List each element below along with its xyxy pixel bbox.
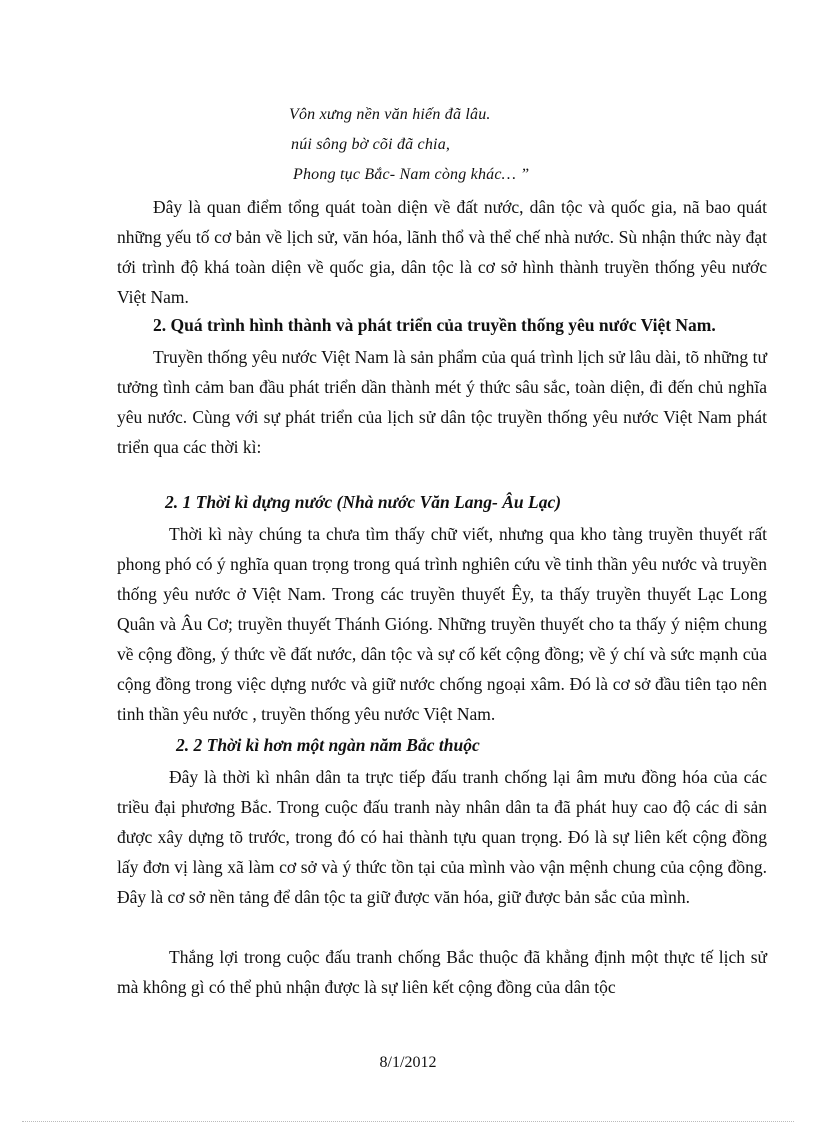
subsection-heading-2-1: 2. 1 Thời kì dựng nước (Nhà nước Văn Lang- Âu Lạc) [165,492,562,512]
paragraph-1: Đây là quan điểm tổng quát toàn diện về đất nước, dân tộc và quốc gia, nã bao quát những yếu tố cơ bản về lịch sử, văn hóa, lãnh thổ và thể chế nhà nước. Sù nhận thức này đạt tới trình độ khá toàn diện về quốc gia, dân tộc là cơ sở hình thành truyền thống yêu nước Việt Nam. [117,197,767,307]
paragraph-5: Thắng lợi trong cuộc đấu tranh chống Bắc thuộc đã khẳng định một thực tế lịch sử mà không gì có thể phủ nhận được là sự liên kết cộng đồng của dân tộc [117,947,767,997]
subsection-heading-2-2: 2. 2 Thời kì hơn một ngàn năm Bắc thuộc [176,735,480,755]
footer-date: 8/1/2012 [379,1054,437,1071]
page-bottom-divider [22,1121,794,1122]
paragraph-2: Truyền thống yêu nước Việt Nam là sản phẩm của quá trình lịch sử lâu dài, tõ những tư tưởng tình cảm ban đầu phát triển dần thành mét ý thức sâu sắc, toàn diện, đi đến chủ nghĩa yêu nước. Cùng với sự phát triển của lịch sử dân tộc truyền thống yêu nước Việt Nam phát triển qua các thời kì: [117,347,767,457]
section-heading-2: 2. Quá trình hình thành và phát triển của truyền thống yêu nước Việt Nam. [153,315,716,335]
poem-line-1: Vôn xưng nền văn hiến đã lâu. [289,106,491,123]
poem-line-3: Phong tục Bắc- Nam còng khác… ” [293,166,530,183]
poem-line-2: núi sông bờ cõi đã chia, [291,136,451,153]
paragraph-3: Thời kì này chúng ta chưa tìm thấy chữ viết, nhưng qua kho tàng truyền thuyết rất phong phó có ý nghĩa quan trọng trong quá trình nghiên cứu về tinh thần yêu nước và truyền thống yêu nước ở Việt Nam. Trong các truyền thuyết Êy, ta thấy truyền thuyết Lạc Long Quân và Âu Cơ; truyền thuyết Thánh Gióng. Những truyền thuyết cho ta thấy ý niệm chung về cộng đồng, ý thức về đất nước, dân tộc và sự cố kết cộng đồng; về ý chí và sức mạnh của cộng đồng trong việc dựng nước và giữ nước chống ngoại xâm. Đó là cơ sở đầu tiên tạo nên tinh thần yêu nước , truyền thống yêu nước Việt Nam. [117,524,767,724]
paragraph-4: Đây là thời kì nhân dân ta trực tiếp đấu tranh chống lại âm mưu đồng hóa của các triều đại phương Bắc. Trong cuộc đấu tranh này nhân dân ta đã phát huy cao độ các di sản được xây dựng tõ trước, trong đó có hai thành tựu quan trọng. Đó là sự liên kết cộng đồng lấy đơn vị làng xã làm cơ sở và ý thức tồn tại của mình vào vận mệnh chung của cộng đồng. Đây là cơ sở nền tảng để dân tộc ta giữ được văn hóa, giữ được bản sắc của mình. [117,767,767,907]
